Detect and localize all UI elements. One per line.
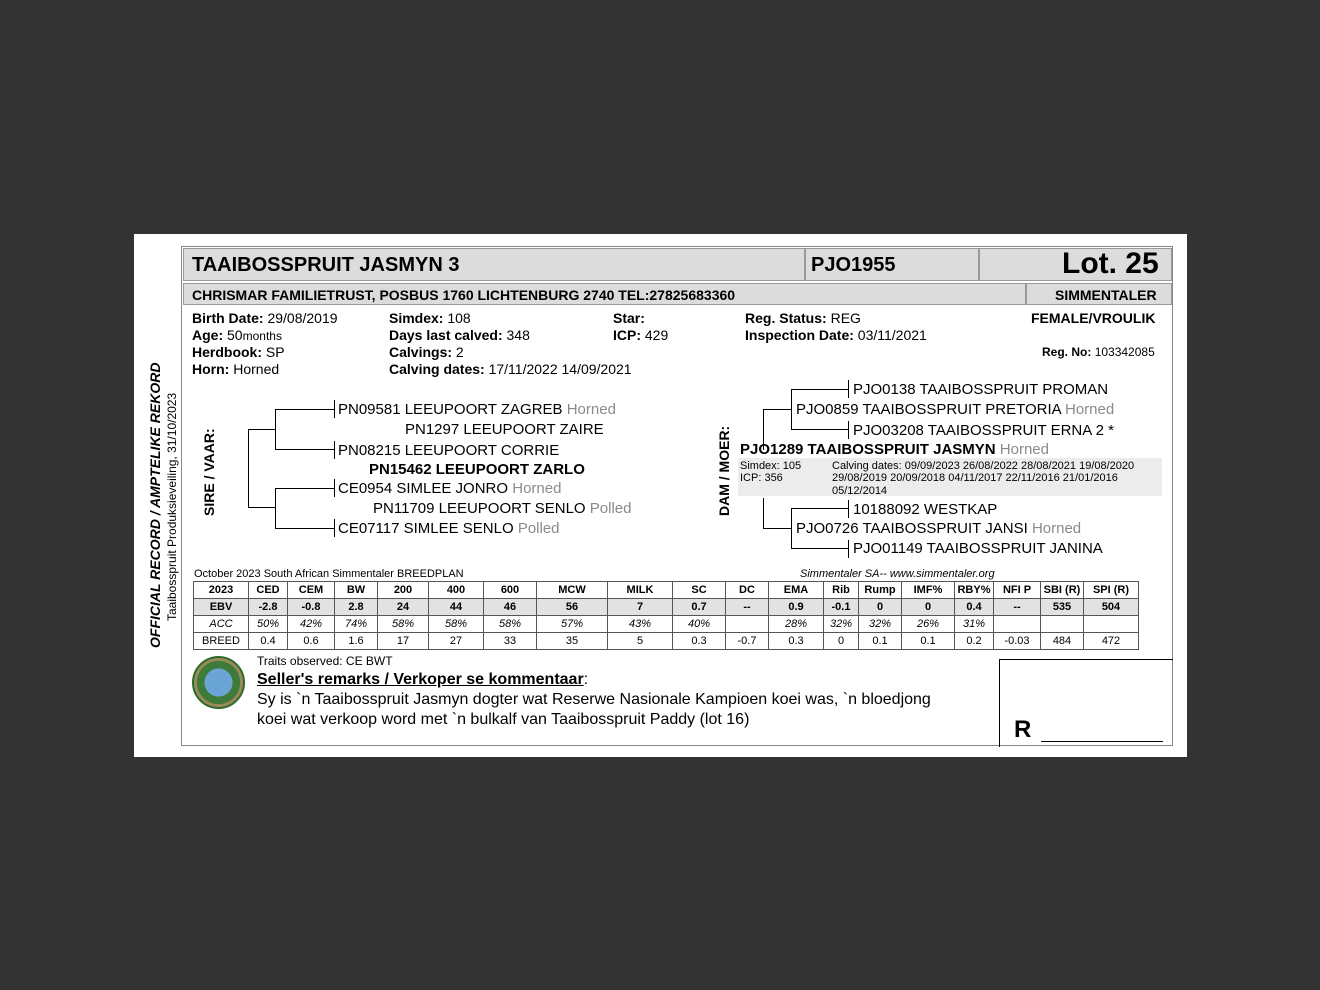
official-record-label: OFFICIAL RECORD / AMPTELIKE REKORD: [147, 362, 163, 648]
bp-breed-cell: 0.6: [288, 633, 335, 650]
bp-breed-cell: BREED: [194, 633, 249, 650]
calvings: Calvings: 2: [389, 344, 464, 360]
inspection-date: Inspection Date: 03/11/2021: [745, 327, 927, 343]
bp-acc-cell: [1084, 616, 1139, 633]
bp-ebv-cell: -0.1: [824, 599, 859, 616]
bp-breed-cell: -0.7: [726, 633, 769, 650]
bp-ebv-cell: --: [726, 599, 769, 616]
breedplan-site: Simmentaler SA-- www.simmentaler.org: [800, 568, 995, 580]
bp-acc-cell: [726, 616, 769, 633]
bp-breed-cell: 0.2: [955, 633, 994, 650]
breedplan-row-header: [194, 582, 1139, 599]
sire-dam: PN08215 LEEUPOORT CORRIE: [338, 442, 560, 459]
bp-breed-cell: 1.6: [335, 633, 378, 650]
breed-text: SIMMENTALER: [1055, 287, 1157, 303]
dam-calving-2: 29/08/2019 20/09/2018 04/11/2017 22/11/2016 21/01/2016: [832, 472, 1118, 484]
bp-ebv-cell: 56: [537, 599, 608, 616]
bp-acc-cell: 74%: [335, 616, 378, 633]
dam-icp: ICP: 356: [740, 472, 783, 484]
bp-breed-cell: 33: [484, 633, 537, 650]
dam-dam-dam: PJO01149 TAAIBOSSPRUIT JANINA: [853, 540, 1103, 557]
remarks-title: Seller's remarks / Verkoper se kommentaar:: [257, 671, 589, 688]
bp-breed-cell: 17: [378, 633, 429, 650]
bp-acc-cell: 32%: [859, 616, 902, 633]
bp-header-cell: SPI (R): [1084, 582, 1139, 599]
dam-sire-dam: PJO03208 TAAIBOSSPRUIT ERNA 2 *: [853, 422, 1114, 439]
sire-name: PN15462 LEEUPOORT ZARLO: [369, 461, 585, 478]
birth-date: Birth Date: 29/08/2019: [192, 310, 338, 326]
dam-calving-1: Calving dates: 09/09/2023 26/08/2022 28/08/2021 19/08/2020: [832, 460, 1135, 472]
dam-calving-3: 05/12/2014: [832, 485, 888, 497]
bp-acc-cell: 43%: [608, 616, 673, 633]
price-label: R: [1014, 716, 1032, 743]
traits-observed: Traits observed: CE BWT: [257, 654, 393, 668]
bp-acc-cell: 58%: [378, 616, 429, 633]
bp-acc-cell: 57%: [537, 616, 608, 633]
price-box-divider: [999, 659, 1000, 747]
bp-ebv-cell: 0: [902, 599, 955, 616]
bp-header-cell: MCW: [537, 582, 608, 599]
sire-label: SIRE / VAAR:: [201, 428, 217, 516]
bp-header-cell: CED: [249, 582, 288, 599]
bp-breed-cell: 484: [1041, 633, 1084, 650]
bp-header-cell: CEM: [288, 582, 335, 599]
bp-header-cell: SC: [673, 582, 726, 599]
bp-header-cell: 400: [429, 582, 484, 599]
bp-ebv-cell: 0.7: [673, 599, 726, 616]
bp-ebv-cell: 0.9: [769, 599, 824, 616]
animal-id: PJO1955: [811, 254, 896, 276]
bp-breed-cell: 472: [1084, 633, 1139, 650]
bp-breed-cell: 27: [429, 633, 484, 650]
dam-dam-sire: 10188092 WESTKAP: [853, 501, 998, 518]
bp-breed-cell: 0.1: [902, 633, 955, 650]
reg-no: Reg. No: 103342085: [1042, 345, 1155, 359]
bp-acc-cell: 28%: [769, 616, 824, 633]
bp-ebv-cell: 504: [1084, 599, 1139, 616]
bp-breed-cell: -0.03: [994, 633, 1041, 650]
star: Star:: [613, 310, 645, 326]
bp-acc-cell: 40%: [673, 616, 726, 633]
remarks-line-2: koei wat verkoop word met `n bulkalf van Taaibosspruit Paddy (lot 16): [257, 711, 750, 728]
remarks-line-1: Sy is `n Taaibosspruit Jasmyn dogter wat Reserwe Nasionale Kampioen koei was, `n bloedjong: [257, 691, 931, 708]
breedplan-row-ebv: [194, 599, 1139, 616]
bp-header-cell: BW: [335, 582, 378, 599]
bp-breed-cell: 0.1: [859, 633, 902, 650]
calving-dates: Calving dates: 17/11/2022 14/09/2021: [389, 361, 632, 377]
sire-of-sire: PN1297 LEEUPOORT ZAIRE: [405, 421, 604, 438]
bp-ebv-cell: EBV: [194, 599, 249, 616]
dam-name: PJO1289 TAAIBOSSPRUIT JASMYN Horned: [740, 441, 1049, 458]
bp-breed-cell: 35: [537, 633, 608, 650]
breedplan-title: October 2023 South African Simmentaler BREEDPLAN: [194, 568, 464, 580]
bp-ebv-cell: 2.8: [335, 599, 378, 616]
source-label: Taaibosspruit Produksieveiling, 31/10/2023: [165, 392, 179, 621]
price-line: [1041, 741, 1163, 742]
bp-acc-cell: 58%: [429, 616, 484, 633]
bp-header-cell: 600: [484, 582, 537, 599]
dam-of-sire-sire: CE0954 SIMLEE JONRO Horned: [338, 480, 562, 497]
owner-text: CHRISMAR FAMILIETRUST, POSBUS 1760 LICHTENBURG 2740 TEL:27825683360: [192, 287, 736, 303]
days-last-calved: Days last calved: 348: [389, 327, 530, 343]
bp-acc-cell: [994, 616, 1041, 633]
bp-breed-cell: 0.3: [769, 633, 824, 650]
bp-acc-cell: 32%: [824, 616, 859, 633]
bp-acc-cell: 26%: [902, 616, 955, 633]
bp-ebv-cell: -0.8: [288, 599, 335, 616]
dam-dam: PJO0726 TAAIBOSSPRUIT JANSI Horned: [796, 520, 1082, 537]
bp-breed-cell: 0: [824, 633, 859, 650]
icp: ICP: 429: [613, 327, 669, 343]
sex: FEMALE/VROULIK: [1031, 310, 1156, 326]
simmentaler-logo: [192, 656, 245, 709]
bp-header-cell: MILK: [608, 582, 673, 599]
dam-label: DAM / MOER:: [716, 425, 732, 516]
bp-header-cell: Rump: [859, 582, 902, 599]
bp-acc-cell: [1041, 616, 1084, 633]
bp-acc-cell: 42%: [288, 616, 335, 633]
bp-acc-cell: ACC: [194, 616, 249, 633]
bp-ebv-cell: 7: [608, 599, 673, 616]
bp-ebv-cell: 0.4: [955, 599, 994, 616]
horn: Horn: Horned: [192, 361, 280, 377]
bp-ebv-cell: 44: [429, 599, 484, 616]
bp-acc-cell: 31%: [955, 616, 994, 633]
breedplan-row-breed: [194, 633, 1139, 650]
bp-header-cell: 200: [378, 582, 429, 599]
herdbook: Herdbook: SP: [192, 344, 285, 360]
bp-header-cell: 2023: [194, 582, 249, 599]
lot-number: Lot. 25: [1062, 247, 1159, 280]
bp-ebv-cell: 0: [859, 599, 902, 616]
animal-name: TAAIBOSSPRUIT JASMYN 3: [192, 254, 460, 276]
bp-breed-cell: 0.3: [673, 633, 726, 650]
bp-header-cell: RBY%: [955, 582, 994, 599]
bp-header-cell: EMA: [769, 582, 824, 599]
breedplan-row-acc: [194, 616, 1139, 633]
dam-of-sire-dam: CE07117 SIMLEE SENLO Polled: [338, 520, 560, 537]
bp-breed-cell: 5: [608, 633, 673, 650]
bp-acc-cell: 58%: [484, 616, 537, 633]
simdex: Simdex: 108: [389, 310, 471, 326]
age: Age: 50months: [192, 327, 282, 343]
bp-header-cell: Rib: [824, 582, 859, 599]
bp-header-cell: NFI P: [994, 582, 1041, 599]
bp-ebv-cell: --: [994, 599, 1041, 616]
bp-acc-cell: 50%: [249, 616, 288, 633]
bp-ebv-cell: 535: [1041, 599, 1084, 616]
bp-header-cell: SBI (R): [1041, 582, 1084, 599]
dam-sire-sire: PJO0138 TAAIBOSSPRUIT PROMAN: [853, 381, 1109, 398]
bp-header-cell: DC: [726, 582, 769, 599]
breedplan-table: [193, 581, 1139, 650]
bp-ebv-cell: -2.8: [249, 599, 288, 616]
bp-breed-cell: 0.4: [249, 633, 288, 650]
dam-simdex: Simdex: 105: [740, 460, 802, 472]
sire-sire: PN09581 LEEUPOORT ZAGREB Horned: [338, 401, 616, 418]
bp-ebv-cell: 46: [484, 599, 537, 616]
dam-sire: PJO0859 TAAIBOSSPRUIT PRETORIA Horned: [796, 401, 1115, 418]
dam-of-sire: PN11709 LEEUPOORT SENLO Polled: [373, 500, 632, 517]
reg-status: Reg. Status: REG: [745, 310, 861, 326]
bp-header-cell: IMF%: [902, 582, 955, 599]
bp-ebv-cell: 24: [378, 599, 429, 616]
